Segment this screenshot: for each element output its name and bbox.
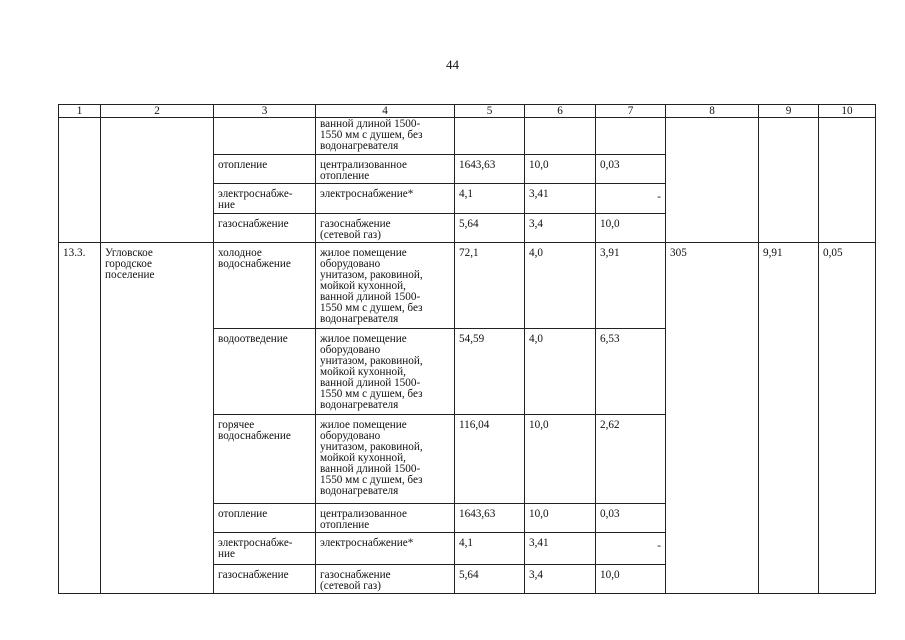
service-cell: холодное водоснабжение [214, 243, 316, 329]
service-cell: отопление [214, 155, 316, 184]
page-number: 44 [446, 57, 459, 72]
service-cell: отопление [214, 504, 316, 533]
column-number: 10 [819, 105, 876, 118]
value-cell: 4,1 [455, 184, 525, 214]
value-cell: 0,03 [596, 504, 666, 533]
cont-name-cell [101, 118, 214, 243]
value-cell: 0,03 [596, 155, 666, 184]
description-cell: электроснабжение* [316, 533, 455, 565]
value-cell: 5,64 [455, 565, 525, 594]
cont-num-cell [59, 118, 101, 243]
value-cell: 3,91 [596, 243, 666, 329]
column-number: 5 [455, 105, 525, 118]
column-number: 4 [316, 105, 455, 118]
cont-col10-cell [819, 118, 876, 243]
column-number: 1 [59, 105, 101, 118]
column-number: 8 [666, 105, 759, 118]
value-cell [525, 118, 596, 155]
value-cell: 3,41 [525, 184, 596, 214]
column-number: 6 [525, 105, 596, 118]
value-cell: 2,62 [596, 415, 666, 504]
service-cell [214, 118, 316, 155]
service-cell: газоснабжение [214, 565, 316, 594]
value-cell: 54,59 [455, 329, 525, 415]
value-cell: 10,0 [525, 415, 596, 504]
value-cell: 72,1 [455, 243, 525, 329]
col8-cell: 305 [666, 243, 759, 594]
description-cell: жилое помещение оборудовано унитазом, раковиной, мойкой кухонной, ванной длиной 1500- 1550 мм с душем, без водонагревателя [316, 329, 455, 415]
value-cell: 3,4 [525, 214, 596, 243]
value-cell: 10,0 [525, 155, 596, 184]
service-cell: горячее водоснабжение [214, 415, 316, 504]
description-cell: централизованное отопление [316, 155, 455, 184]
value-cell: 4,0 [525, 329, 596, 415]
table-row [59, 118, 876, 155]
description-cell: жилое помещение оборудовано унитазом, раковиной, мойкой кухонной, ванной длиной 1500- 1550 мм с душем, без водонагревателя [316, 415, 455, 504]
value-cell: 10,0 [596, 565, 666, 594]
service-cell: водоотведение [214, 329, 316, 415]
tariff-table [58, 104, 876, 594]
value-cell: 10,0 [596, 214, 666, 243]
service-cell: газоснабжение [214, 214, 316, 243]
description-cell: ванной длиной 1500- 1550 мм с душем, без водонагревателя [316, 118, 455, 155]
value-cell: 116,04 [455, 415, 525, 504]
value-cell: - [596, 184, 666, 214]
column-number: 2 [101, 105, 214, 118]
col10-cell: 0,05 [819, 243, 876, 594]
description-cell: газоснабжение (сетевой газ) [316, 565, 455, 594]
cont-col9-cell [759, 118, 819, 243]
value-cell: 4,0 [525, 243, 596, 329]
value-cell [596, 118, 666, 155]
column-numbers-row [59, 105, 876, 118]
description-cell: электроснабжение* [316, 184, 455, 214]
value-cell: 4,1 [455, 533, 525, 565]
column-number: 7 [596, 105, 666, 118]
description-cell: газоснабжение (сетевой газ) [316, 214, 455, 243]
value-cell: 1643,63 [455, 504, 525, 533]
description-cell: централизованное отопление [316, 504, 455, 533]
value-cell [455, 118, 525, 155]
group-number-cell: 13.3. [59, 243, 101, 594]
value-cell: - [596, 533, 666, 565]
value-cell: 6,53 [596, 329, 666, 415]
value-cell: 10,0 [525, 504, 596, 533]
description-cell: жилое помещение оборудовано унитазом, раковиной, мойкой кухонной, ванной длиной 1500- 1550 мм с душем, без водонагревателя [316, 243, 455, 329]
value-cell: 3,4 [525, 565, 596, 594]
col9-cell: 9,91 [759, 243, 819, 594]
value-cell: 3,41 [525, 533, 596, 565]
table-row [59, 243, 876, 329]
settlement-name-cell: Угловское городское поселение [101, 243, 214, 594]
service-cell: электроснабже- ние [214, 533, 316, 565]
value-cell: 5,64 [455, 214, 525, 243]
cont-col8-cell [666, 118, 759, 243]
value-cell: 1643,63 [455, 155, 525, 184]
column-number: 9 [759, 105, 819, 118]
column-number: 3 [214, 105, 316, 118]
service-cell: электроснабже- ние [214, 184, 316, 214]
